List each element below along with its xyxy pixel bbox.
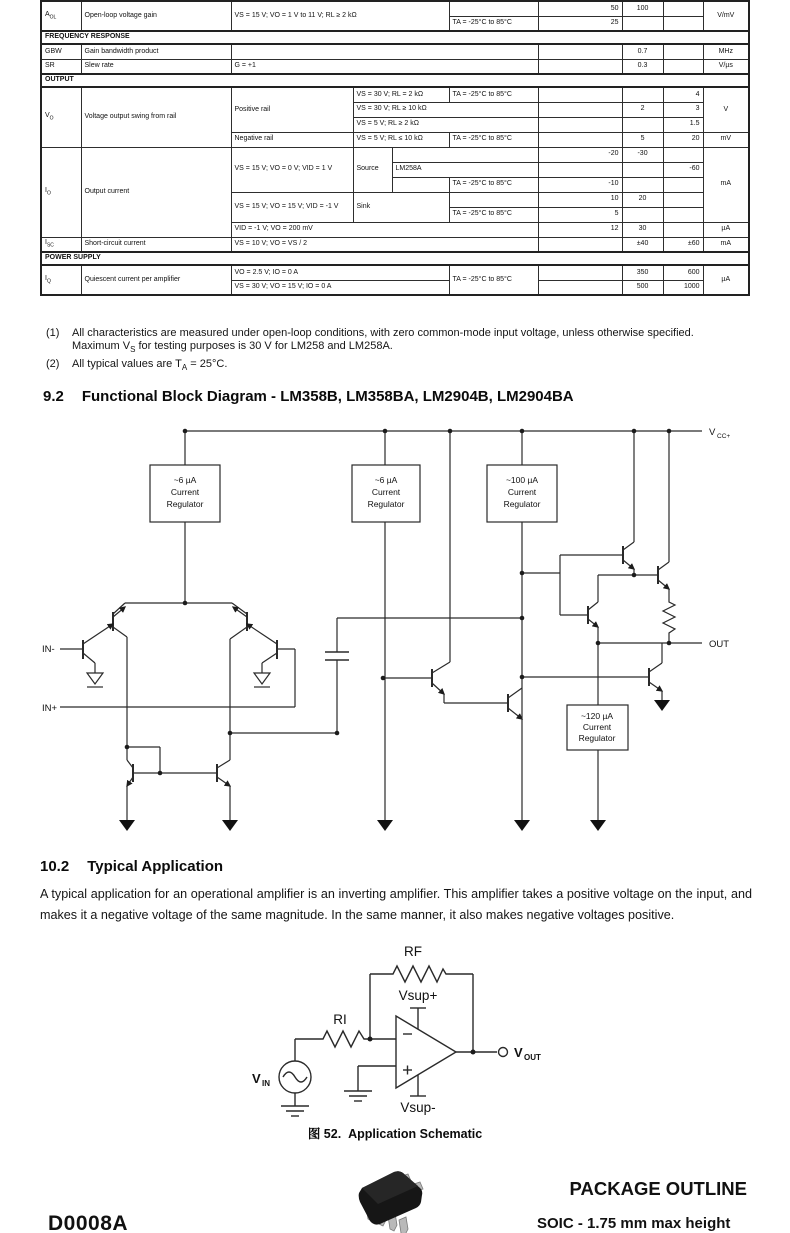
typical-application-paragraph: A typical application for an operational amplifier is an inverting amplifier. This amplifier takes a positive voltage on the input, and makes it a negative voltage of the same magnitude. In the same manner, it also makes negative voltages positive. (40, 887, 752, 922)
max-cell: 20 (663, 132, 703, 147)
min-cell: 10 (538, 192, 622, 207)
cond-cell: VS = 15 V; VO = 15 V; VID = -1 V (231, 192, 353, 222)
typ-cell (622, 177, 663, 192)
symbol-cell: SR (41, 59, 81, 74)
footnote-number: (1) (46, 327, 60, 339)
cond-cell: VS = 5 V; RL ≤ 10 kΩ (353, 132, 449, 147)
section-title: Typical Application (87, 858, 224, 875)
param-cell: Short-circuit current (81, 237, 231, 252)
vout-label-sub: OUT (524, 1053, 541, 1062)
max-cell: 3 (663, 102, 703, 117)
typ-cell (622, 207, 663, 222)
typ-cell: 5 (622, 132, 663, 147)
max-cell: ±60 (663, 237, 703, 252)
regulator1-line2: Current (170, 487, 200, 497)
section-number: 10.2 (40, 858, 70, 875)
max-cell: 600 (663, 265, 703, 280)
soic-package-icon (344, 1164, 430, 1233)
min-cell: -20 (538, 147, 622, 162)
unit-cell: µA (703, 222, 749, 237)
param-cell: Gain bandwidth product (81, 44, 231, 59)
temp-cond-cell: TA = -25°C to 85°C (449, 132, 538, 147)
device-cell: LM258A (392, 162, 538, 177)
param-cell: Quiescent current per amplifier (81, 265, 231, 295)
out-label: OUT (709, 639, 730, 650)
min-cell: 12 (538, 222, 622, 237)
min-cell (538, 237, 622, 252)
max-cell (663, 222, 703, 237)
in-plus-label: IN+ (42, 703, 58, 714)
table-row (41, 1, 749, 16)
max-cell (663, 1, 703, 16)
table-cell-empty (392, 177, 449, 192)
max-cell: 1.5 (663, 117, 703, 132)
typ-cell: 0.3 (622, 59, 663, 74)
section-header-row (41, 31, 749, 44)
unit-cell: V/µs (703, 59, 749, 74)
min-cell: 5 (538, 207, 622, 222)
cond-cell: VS = 15 V; VO = 1 V to 11 V; RL ≥ 2 kΩ (231, 1, 449, 31)
max-cell: 1000 (663, 280, 703, 295)
min-cell (538, 102, 622, 117)
table-cell-empty (392, 147, 538, 162)
vsup-plus-label: Vsup+ (398, 988, 438, 1003)
typ-cell: 20 (622, 192, 663, 207)
rf-label: RF (404, 944, 422, 959)
table-row (41, 147, 749, 162)
figure-caption (0, 1124, 790, 1142)
table-cell-empty (449, 1, 538, 16)
min-cell (538, 87, 622, 102)
table-cell-empty (449, 192, 538, 207)
typ-cell: 2 (622, 102, 663, 117)
table-row (41, 44, 749, 59)
footnote-1 (46, 327, 746, 356)
regulator3-line2: Current (507, 487, 537, 497)
param-cell: Slew rate (81, 59, 231, 74)
min-cell: 50 (538, 1, 622, 16)
regulator2-line1: ~6 µA (374, 475, 398, 485)
unit-cell: V/mV (703, 1, 749, 31)
cond-cell: VID = -1 V; VO = 200 mV (231, 222, 538, 237)
typ-cell: 500 (622, 280, 663, 295)
cond-cell: VS = 15 V; VO = 0 V; VID = 1 V (231, 147, 353, 192)
section-header-row (41, 74, 749, 87)
figure-number: 图 52. (307, 1127, 342, 1141)
typ-cell: 350 (622, 265, 663, 280)
temp-cond-cell: TA = -25°C to 85°C (449, 16, 538, 31)
symbol-cell: $A_{OL}$ (41, 1, 81, 31)
regulator2-line3: Regulator (367, 499, 405, 509)
dir-cell: Source (353, 147, 392, 192)
regulator4-line2: Current (582, 722, 612, 732)
max-cell (663, 59, 703, 74)
cond-cell: VS = 10 V; VO = VS / 2 (231, 237, 538, 252)
typ-cell (622, 162, 663, 177)
min-cell (538, 59, 622, 74)
cond-cell (231, 44, 538, 59)
footnote-text: All typical values are $T_A = 25^\circ C$. (72, 358, 228, 373)
typ-cell (622, 87, 663, 102)
ri-label: RI (333, 1012, 347, 1027)
vsup-minus-label: Vsup- (400, 1100, 436, 1115)
symbol-cell: $I_{SC}$ (41, 237, 81, 252)
section-header: FREQUENCY RESPONSE (41, 31, 749, 44)
package-outline-title: PACKAGE OUTLINE (569, 1178, 747, 1199)
symbol-cell: $I_Q$ (41, 265, 81, 295)
dir-cell: Sink (353, 192, 449, 222)
max-cell (663, 207, 703, 222)
package-soic-subtitle: SOIC - 1.75 mm max height (537, 1215, 731, 1232)
regulator2-line2: Current (371, 487, 401, 497)
vcc-label-sub: CC+ (717, 433, 731, 440)
min-cell (538, 280, 622, 295)
max-cell (663, 177, 703, 192)
rail-cell: Negative rail (231, 132, 353, 147)
cond-cell: VO = 2.5 V; IO = 0 A (231, 265, 449, 280)
max-cell (663, 147, 703, 162)
cond-cell: VS = 30 V; VO = 15 V; IO = 0 A (231, 280, 449, 295)
regulator3-line3: Regulator (503, 499, 541, 509)
symbol-cell: $I_O$ (41, 147, 81, 237)
regulator4-line3: Regulator (578, 733, 616, 743)
in-minus-label: IN- (42, 644, 55, 655)
max-cell: 4 (663, 87, 703, 102)
min-cell (538, 162, 622, 177)
unit-cell: V (703, 87, 749, 132)
section-heading-9-2 (43, 388, 574, 405)
cond-cell: VS = 30 V; RL = 2 kΩ (353, 87, 449, 102)
temp-cond-cell: TA = -25°C to 85°C (449, 207, 538, 222)
cond-cell: VS = 30 V; RL ≥ 10 kΩ (353, 102, 538, 117)
typ-cell: 30 (622, 222, 663, 237)
param-cell: Output current (81, 147, 231, 237)
max-cell (663, 192, 703, 207)
footnote-text: All characteristics are measured under open-loop conditions, with zero common-mode input voltage, unless otherwise specified. Maximum $V_S$ for testing purposes is 30 V for LM258 and LM258A. (72, 327, 694, 355)
cond-cell: G = +1 (231, 59, 538, 74)
section-header: POWER SUPPLY (41, 252, 749, 265)
regulator1-line1: ~6 µA (173, 475, 197, 485)
cond-cell: VS = 5 V; RL ≥ 2 kΩ (353, 117, 538, 132)
rail-cell: Positive rail (231, 87, 353, 132)
functional-block-diagram (0, 415, 790, 855)
unit-cell: mA (703, 237, 749, 252)
unit-cell: mV (703, 132, 749, 147)
temp-cond-cell: TA = -25°C to 85°C (449, 87, 538, 102)
typ-cell: 100 (622, 1, 663, 16)
typ-cell (622, 117, 663, 132)
min-cell (538, 44, 622, 59)
typ-cell: ±40 (622, 237, 663, 252)
regulator3-line1: ~100 µA (505, 475, 539, 485)
min-cell: 25 (538, 16, 622, 31)
table-row (41, 265, 749, 280)
min-cell (538, 117, 622, 132)
section-header-row (41, 252, 749, 265)
electrical-characteristics-table (40, 0, 749, 296)
param-cell: Voltage output swing from rail (81, 87, 231, 147)
application-schematic (228, 936, 568, 1128)
package-code: D0008A (48, 1212, 129, 1233)
unit-cell: mA (703, 147, 749, 222)
footnote-2 (46, 358, 746, 374)
table-row (41, 59, 749, 74)
vin-label: V (252, 1071, 261, 1086)
temp-cond-cell: TA = -25°C to 85°C (449, 177, 538, 192)
vout-label: V (514, 1045, 523, 1060)
typ-cell: -30 (622, 147, 663, 162)
figure-title: Application Schematic (348, 1127, 483, 1141)
app-wires (279, 966, 508, 1116)
max-cell: -60 (663, 162, 703, 177)
max-cell (663, 16, 703, 31)
section-heading-10-2 (40, 858, 223, 875)
regulator4-line1: ~120 µA (580, 711, 614, 721)
regulator1-line3: Regulator (166, 499, 204, 509)
unit-cell: MHz (703, 44, 749, 59)
footnote-number: (2) (46, 358, 60, 370)
typ-cell (622, 16, 663, 31)
typ-cell: 0.7 (622, 44, 663, 59)
max-cell (663, 44, 703, 59)
unit-cell: µA (703, 265, 749, 295)
symbol-cell: $V_O$ (41, 87, 81, 147)
section-title: Functional Block Diagram - LM358B, LM358BA, LM2904B, LM2904BA (81, 388, 574, 405)
table-row (41, 237, 749, 252)
section-header: OUTPUT (41, 74, 749, 87)
vin-label-sub: IN (262, 1079, 270, 1088)
param-cell: Open-loop voltage gain (81, 1, 231, 31)
section-number: 9.2 (43, 388, 64, 405)
min-cell: -10 (538, 177, 622, 192)
temp-cond-cell: TA = -25°C to 85°C (449, 265, 538, 295)
min-cell (538, 265, 622, 280)
table-row (41, 87, 749, 102)
min-cell (538, 132, 622, 147)
symbol-cell: GBW (41, 44, 81, 59)
vcc-label: V (709, 427, 716, 438)
